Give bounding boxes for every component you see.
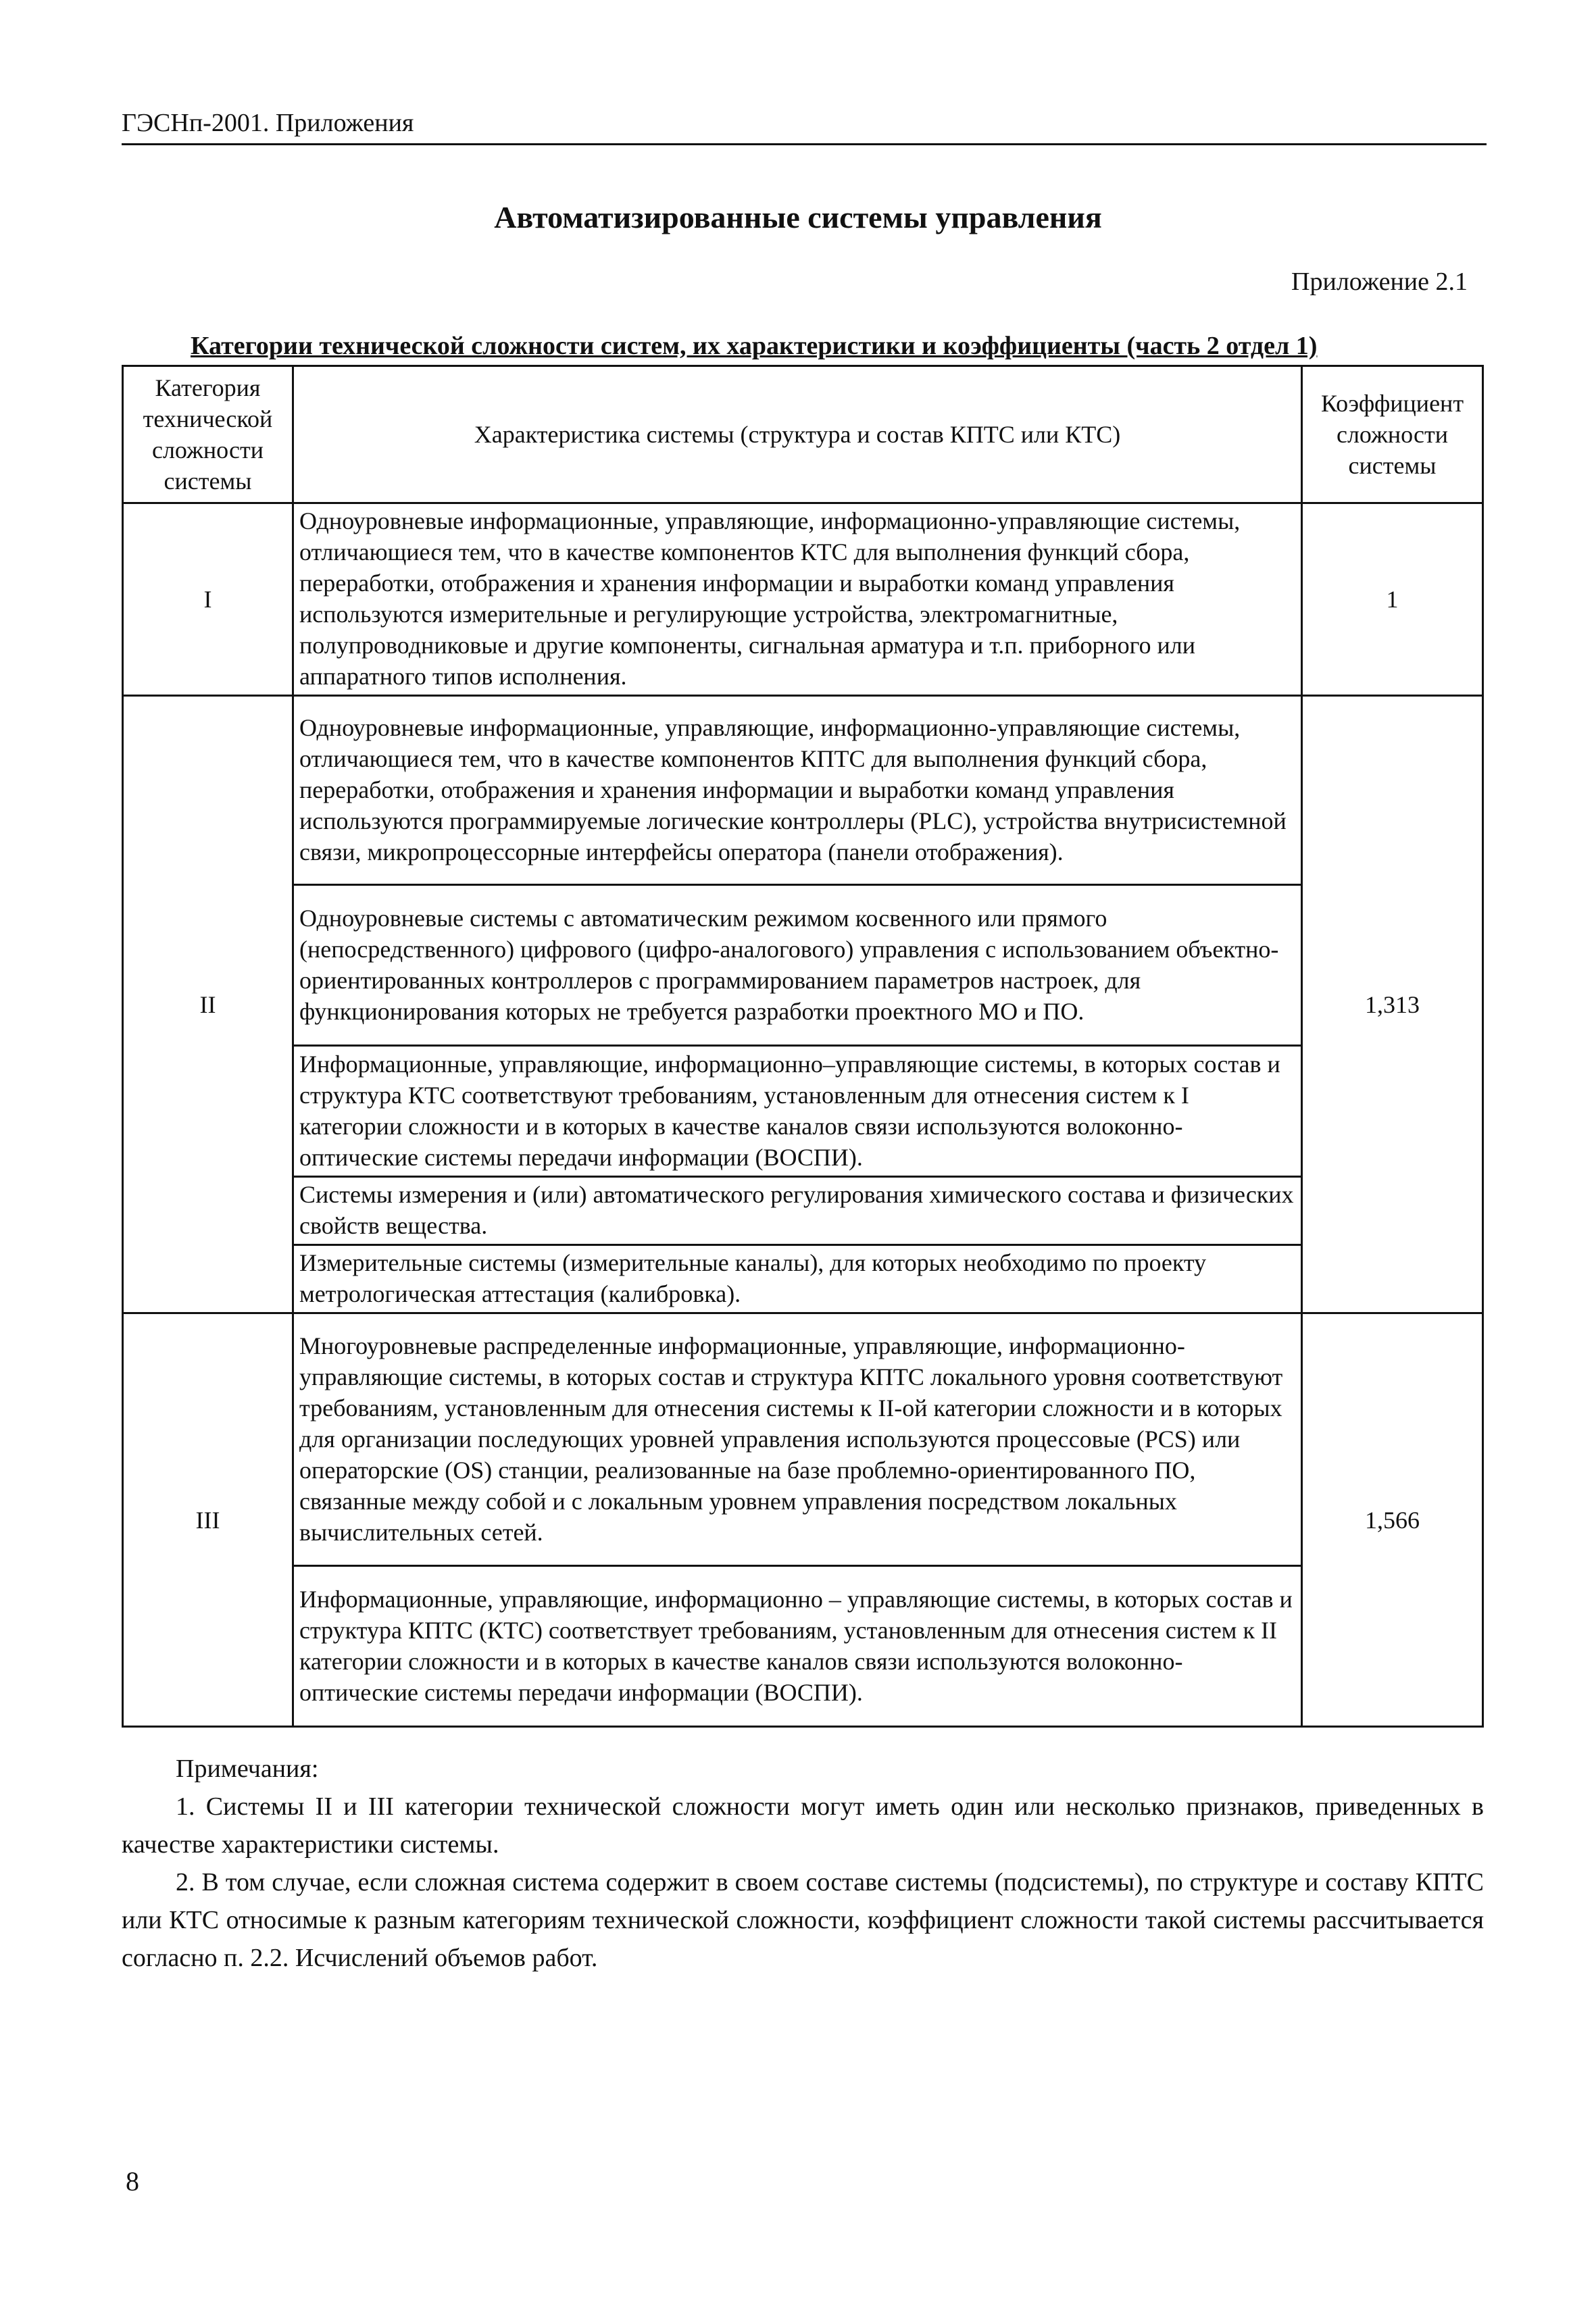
table-row xyxy=(123,696,1483,885)
page-number: 8 xyxy=(126,2166,139,2196)
category-cell: II xyxy=(123,696,293,1313)
coefficient-cell: 1 xyxy=(1302,503,1483,696)
characteristic-cell: Одноуровневые информационные, управляющие, информационно-управляющие системы, отличающиеся тем, что в качестве компонентов КПТС для выполнения функций сбора, переработки, отображения и хранения информации и выработки команд управления используются программируемые логические контроллеры (PLC), устройства внутрисистемной связи, микропроцессорные интерфейсы оператора (панели отображения). xyxy=(293,696,1302,885)
coefficient-cell: 1,566 xyxy=(1302,1313,1483,1727)
table-row xyxy=(123,1566,1483,1727)
note-item: 2. В том случае, если сложная система содержит в своем составе системы (подсистемы), по структуре и составу КПТС или КТС относимые к разным категориям технической сложности, коэффициент сложности такой системы рассчитывается согласно п. 2.2. Исчислений объемов работ. xyxy=(122,1868,1484,1972)
table-header-row xyxy=(123,366,1483,503)
table-row xyxy=(123,503,1483,696)
notes-title: Примечания: xyxy=(176,1755,319,1783)
table-row xyxy=(123,1046,1483,1177)
characteristic-cell: Информационные, управляющие, информационно – управляющие системы, в которых состав и структура КПТС (КТС) соответствует требованиям, установленным для отнесения систем к II категории сложности и в которых в качестве каналов связи используются волоконно-оптические системы передачи информации (ВОСПИ). xyxy=(293,1566,1302,1727)
coefficient-cell: 1,313 xyxy=(1302,696,1483,1313)
header-coefficient: Коэффициент сложности системы xyxy=(1302,366,1483,503)
characteristic-cell: Системы измерения и (или) автоматического регулирования химического состава и физических свойств вещества. xyxy=(293,1177,1302,1245)
header-category: Категория технической сложности системы xyxy=(123,366,293,503)
notes-section xyxy=(122,1750,1484,1977)
characteristic-cell: Одноуровневые системы с автоматическим режимом косвенного или прямого (непосредственного) цифрового (цифро-аналогового) управления с использованием объектно-ориентированных контроллеров с программированием параметров настроек, для функционирования которых не требуется разработки проектного МО и ПО. xyxy=(293,885,1302,1046)
table-row xyxy=(123,1177,1483,1245)
table-caption: Категории технической сложности систем, их характеристики и коэффициенты (часть 2 отдел 1) xyxy=(191,332,1318,360)
characteristic-cell: Измерительные системы (измерительные каналы), для которых необходимо по проекту метрологическая аттестация (калибровка). xyxy=(293,1245,1302,1313)
header-characteristic: Характеристика системы (структура и состав КПТС или КТС) xyxy=(293,366,1302,503)
characteristic-cell: Одноуровневые информационные, управляющие, информационно-управляющие системы, отличающиеся тем, что в качестве компонентов КТС для выполнения функций сбора, переработки, отображения и хранения информации и выработки команд управления используются измерительные и регулирующие устройства, электромагнитные, полупроводниковые и другие компоненты, сигнальная арматура и т.п. приборного или аппаратного типов исполнения. xyxy=(293,503,1302,696)
category-cell: I xyxy=(123,503,293,696)
appendix-label: Приложение 2.1 xyxy=(1291,268,1468,296)
table-row xyxy=(123,885,1483,1046)
document-title: Автоматизированные системы управления xyxy=(494,200,1102,234)
characteristic-cell: Информационные, управляющие, информационно–управляющие системы, в которых состав и структура КТС соответствуют требованиям, установленным для отнесения систем к I категории сложности и в которых в качестве каналов связи используются волоконно-оптические системы передачи информации (ВОСПИ). xyxy=(293,1046,1302,1177)
table-row xyxy=(123,1245,1483,1313)
complexity-table xyxy=(122,365,1484,1728)
characteristic-cell: Многоуровневые распределенные информационные, управляющие, информационно-управляющие системы, в которых состав и структура КПТС локального уровня соответствуют требованиям, установленным для отнесения системы к II-ой категории сложности и в которых для организации последующих уровней управления используются процессовые (PCS) или операторские (OS) станции, реализованные на базе проблемно-ориентированного ПО, связанные между собой и с локальным уровнем управления посредством локальных вычислительных сетей. xyxy=(293,1313,1302,1566)
running-header: ГЭСНп-2001. Приложения xyxy=(122,108,1487,145)
category-cell: III xyxy=(123,1313,293,1727)
table-row xyxy=(123,1313,1483,1566)
note-item: 1. Системы II и III категории технической сложности могут иметь один или несколько признаков, приведенных в качестве характеристики системы. xyxy=(122,1792,1484,1859)
